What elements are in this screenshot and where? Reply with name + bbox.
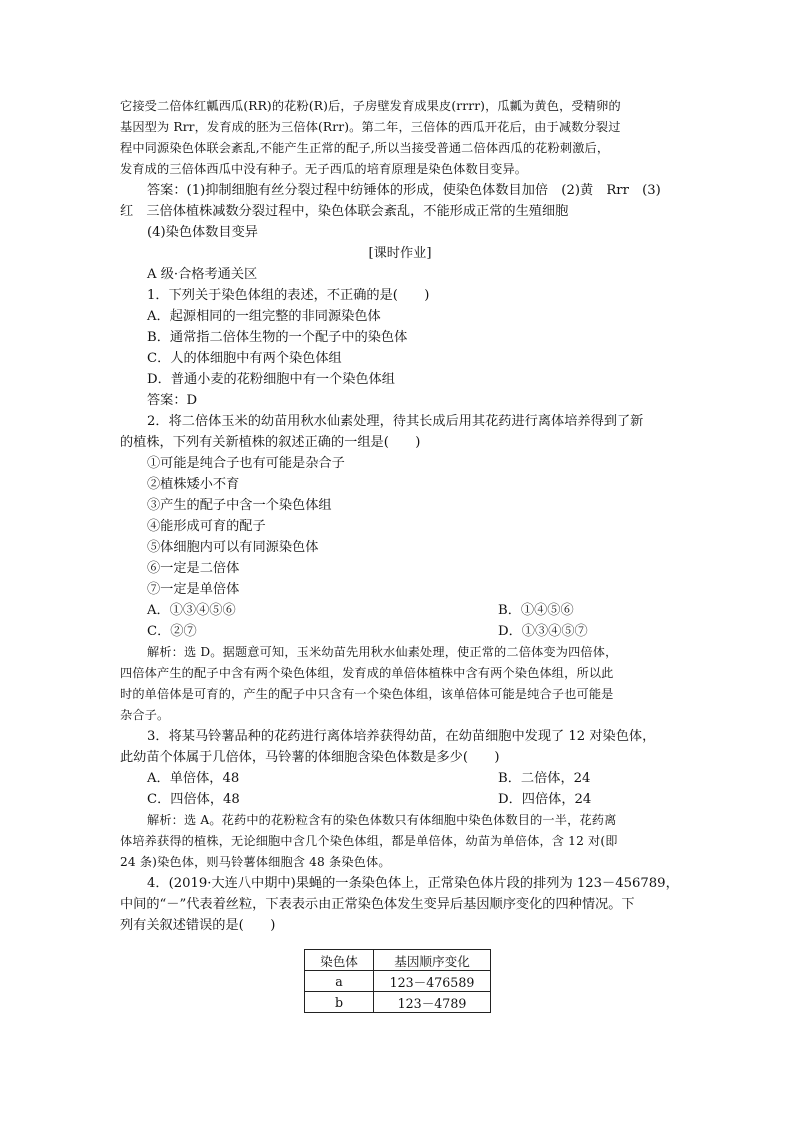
statement: ④能形成可育的配子 <box>147 519 266 534</box>
statement: ①可能是纯合子也有可能是杂合子 <box>147 456 345 471</box>
option-row <box>120 621 680 642</box>
explanation-line: 解析：选 D。据题意可知，玉米幼苗先用秋水仙素处理，使正常的二倍体变为四倍体， <box>147 645 618 659</box>
table-row <box>305 992 491 1013</box>
option-a: A．起源相同的一组完整的非同源染色体 <box>147 309 381 324</box>
explanation-line: 发育成的三倍体西瓜中没有种子。无子西瓜的培育原理是染色体数目变异。 <box>120 162 528 176</box>
answer-line: 红 三倍体植株减数分裂过程中，染色体联会紊乱，不能形成正常的生殖细胞 <box>120 204 569 219</box>
option-b: B．通常指二倍体生物的一个配子中的染色体 <box>147 330 408 345</box>
statement: ⑤体细胞内可以有同源染色体 <box>147 540 319 555</box>
answer: 答案：D <box>147 393 198 408</box>
explanation-line: 24 条)染色体，则马铃薯体细胞含 48 条染色体。 <box>120 855 391 869</box>
question-1 <box>120 285 680 411</box>
table-header-cell: 染色体 <box>305 950 374 971</box>
option-row <box>120 600 680 621</box>
option-c: C．②⑦ <box>147 624 197 639</box>
section-title: [课时作业] <box>368 246 432 261</box>
top-explanation <box>120 96 680 180</box>
statement: ⑥一定是二倍体 <box>147 561 240 576</box>
option-d: D．普通小麦的花粉细胞中有一个染色体组 <box>147 372 395 387</box>
answer-line: (4)染色体数目变异 <box>147 225 258 240</box>
option-b: B．①④⑤⑥ <box>498 603 574 618</box>
answer-line: 答案：(1)抑制细胞有丝分裂过程中纺锤体的形成，使染色体数目加倍 (2)黄 Rrr (3) <box>147 183 661 198</box>
explanation-line: 时的单倍体是可育的，产生的配子中只含有一个染色体组，该单倍体可能是纯合子也可能是 <box>120 687 614 701</box>
question-stem: 的植株，下列有关新植株的叙述正确的一组是( ) <box>120 435 421 450</box>
question-stem: 此幼苗个体属于几倍体，马铃薯的体细胞含染色体数是多少( ) <box>120 750 500 765</box>
question-stem: 中间的“－”代表着丝粒，下表表示由正常染色体发生变异后基因顺序变化的四种情况。下 <box>120 897 635 912</box>
question-stem: 4．(2019·大连八中期中)果蝇的一条染色体上，正常染色体片段的排列为 123－456789， <box>147 876 679 891</box>
table-cell: 123－476589 <box>374 971 491 992</box>
statement: ②植株矮小不育 <box>147 477 240 492</box>
statement: ⑦一定是单倍体 <box>147 582 240 597</box>
option-b: B．二倍体，24 <box>498 771 591 786</box>
gene-order-table-wrap <box>304 949 680 1013</box>
table-cell: 123－4789 <box>374 992 491 1013</box>
question-2 <box>120 411 680 726</box>
table-cell: b <box>305 992 374 1013</box>
previous-answer <box>120 180 680 243</box>
option-a: A．单倍体，48 <box>147 771 240 786</box>
explanation-line: 解析：选 A。花药中的花粉粒含有的染色体数只有体细胞中染色体数目的一半，花药离 <box>147 813 617 827</box>
table-header-cell: 基因顺序变化 <box>374 950 491 971</box>
option-row <box>120 768 680 789</box>
question-stem: 2．将二倍体玉米的幼苗用秋水仙素处理，待其长成后用其花药进行离体培养得到了新 <box>147 414 644 429</box>
level-title: A 级·合格考通关区 <box>147 267 258 282</box>
table-row <box>305 971 491 992</box>
option-row <box>120 789 680 810</box>
document-page <box>120 96 680 1013</box>
explanation-line: 体培养获得的植株，无论细胞中含几个染色体组，都是单倍体，幼苗为单倍体，含 12 对(即 <box>120 834 618 848</box>
table-cell: a <box>305 971 374 992</box>
question-stem: 列有关叙述错误的是( ) <box>120 918 276 933</box>
explanation-line: 它接受二倍体红瓤西瓜(RR)的花粉(R)后，子房壁发育成果皮(rrrr)，瓜瓤为黄色，受精卵的 <box>120 99 621 113</box>
statement: ③产生的配子中含一个染色体组 <box>147 498 332 513</box>
question-stem: 1．下列关于染色体组的表述，不正确的是( ) <box>147 288 430 303</box>
explanation-line: 四倍体产生的配子中含有两个染色体组，发育成的单倍体植株中含有两个染色体组，所以此 <box>120 666 614 680</box>
option-d: D．①③④⑤⑦ <box>498 624 588 639</box>
explanation-line: 程中同源染色体联会紊乱,不能产生正常的配子,所以当接受普通二倍体西瓜的花粉刺激后， <box>120 141 610 155</box>
question-stem: 3．将某马铃薯品种的花药进行离体培养获得幼苗，在幼苗细胞中发现了 12 对染色体， <box>147 729 656 744</box>
question-3 <box>120 726 680 873</box>
option-a: A．①③④⑤⑥ <box>147 603 236 618</box>
option-c: C．四倍体，48 <box>147 792 240 807</box>
explanation-line: 杂合子。 <box>120 708 170 722</box>
option-d: D．四倍体，24 <box>498 792 592 807</box>
gene-order-table <box>304 949 491 1013</box>
table-header-row <box>305 950 491 971</box>
option-c: C．人的体细胞中有两个染色体组 <box>147 351 342 366</box>
explanation-line: 基因型为 Rrr，发育成的胚为三倍体(Rrr)。第二年，三倍体的西瓜开花后，由于减数分裂过 <box>120 120 621 134</box>
question-4 <box>120 873 680 1013</box>
